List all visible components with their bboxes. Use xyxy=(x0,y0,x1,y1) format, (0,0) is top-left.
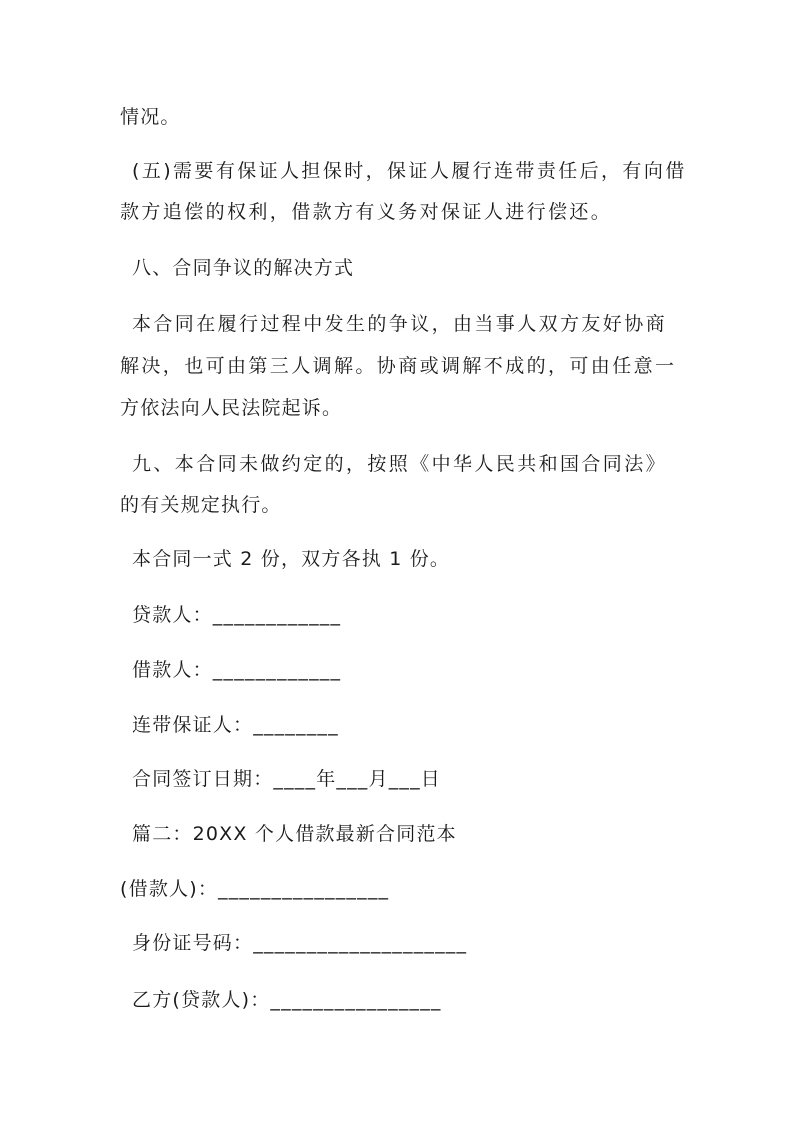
borrower-field-line: (借款人)：________________ xyxy=(120,878,390,900)
article-two-title: 篇二：20XX 个人借款最新合同范本 xyxy=(132,823,457,845)
section-nine-line-2: 的有关规定执行。 xyxy=(120,494,282,516)
paragraph-line: 情况。 xyxy=(120,106,181,128)
id-number-field-line: 身份证号码：____________________ xyxy=(132,932,468,954)
borrower-signature-line: 借款人：____________ xyxy=(132,659,342,681)
signing-date-line: 合同签订日期：____年___月___日 xyxy=(132,768,442,790)
clause-five-line-2: 款方追偿的权利，借款方有义务对保证人进行偿还。 xyxy=(120,201,613,223)
copies-clause: 本合同一式 2 份，双方各执 1 份。 xyxy=(132,548,451,570)
section-nine-line-1: 九、本合同未做约定的，按照《中华人民共和国合同法》 xyxy=(132,453,668,475)
section-eight-heading: 八、合同争议的解决方式 xyxy=(132,257,355,279)
section-eight-line-3: 方依法向人民法院起诉。 xyxy=(120,397,343,419)
party-b-lender-field-line: 乙方(贷款人)：________________ xyxy=(132,989,442,1011)
section-eight-line-1: 本合同在履行过程中发生的争议，由当事人双方友好协商 xyxy=(132,313,668,335)
lender-signature-line: 贷款人：____________ xyxy=(132,604,342,626)
clause-five-line-1: (五)需要有保证人担保时，保证人履行连带责任后，有向借 xyxy=(132,160,687,182)
guarantor-signature-line: 连带保证人：________ xyxy=(132,714,339,736)
section-eight-line-2: 解决，也可由第三人调解。协商或调解不成的，可由任意一 xyxy=(120,355,677,377)
